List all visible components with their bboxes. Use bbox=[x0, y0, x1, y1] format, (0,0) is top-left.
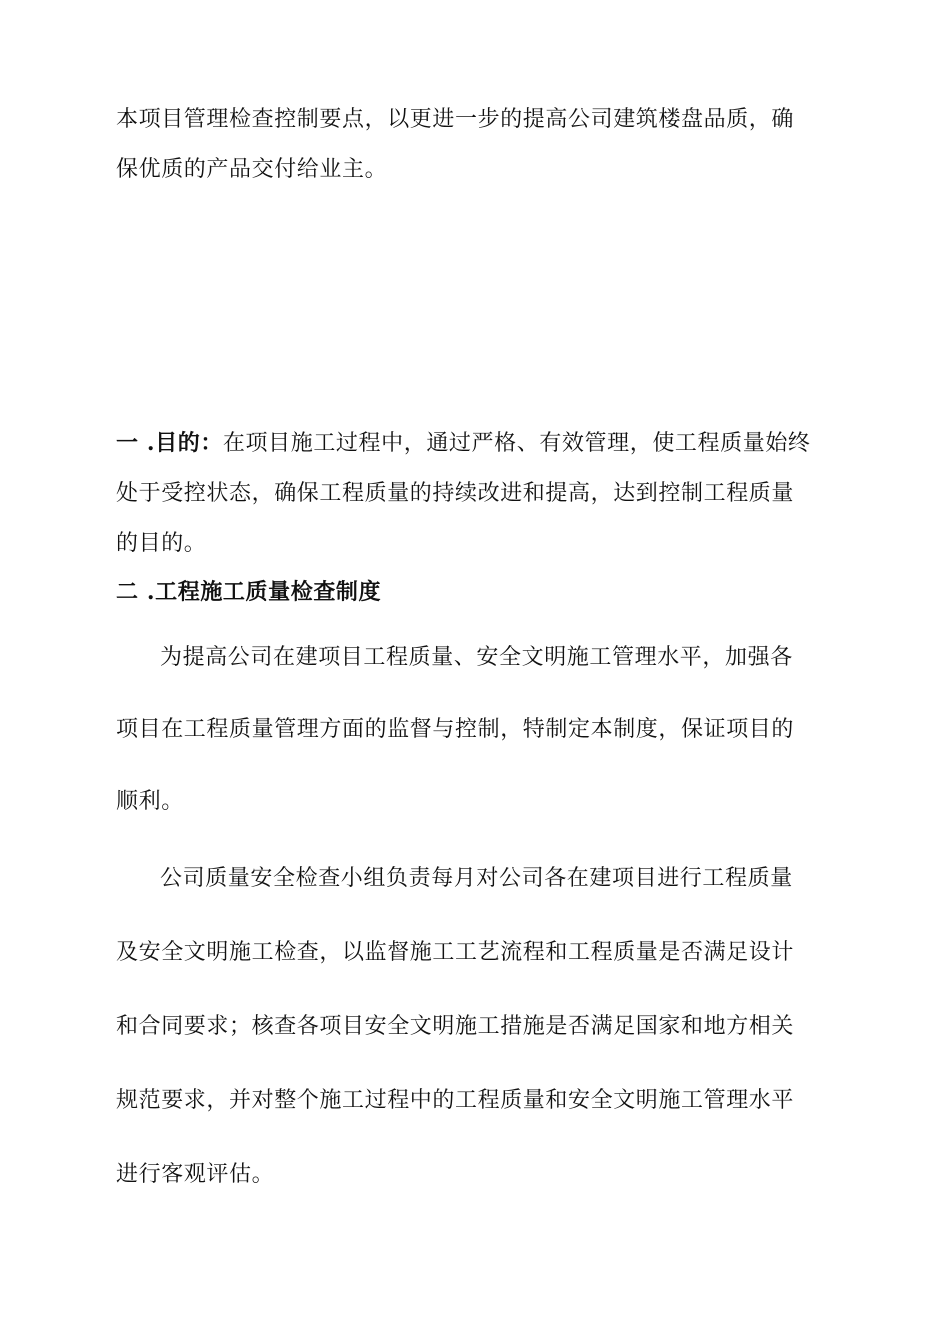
section2-para1-line-3: 顺利。 bbox=[116, 789, 184, 814]
section1-text-1: 在项目施工过程中，通过严格、有效管理，使工程质量始终 bbox=[222, 431, 811, 456]
section2-para2-line-2: 及安全文明施工检查，以监督施工工艺流程和工程质量是否满足设计 bbox=[116, 940, 795, 965]
section1-line-2: 处于受控状态，确保工程质量的持续改进和提高，达到控制工程质量 bbox=[116, 481, 795, 506]
section2-heading: 二 .工程施工质量检查制度 bbox=[116, 579, 382, 605]
section1-heading: 一 .目的： bbox=[116, 430, 223, 456]
intro-line-1: 本项目管理检查控制要点，以更进一步的提高公司建筑楼盘品质，确 bbox=[116, 107, 795, 132]
section2-para2-line-1: 公司质量安全检查小组负责每月对公司各在建项目进行工程质量 bbox=[160, 866, 793, 891]
intro-line-2: 保优质的产品交付给业主。 bbox=[116, 157, 388, 182]
section2-para1-line-2: 项目在工程质量管理方面的监督与控制，特制定本制度，保证项目的 bbox=[116, 717, 795, 742]
section2-para2-line-4: 规范要求，并对整个施工过程中的工程质量和安全文明施工管理水平 bbox=[116, 1088, 795, 1113]
section2-para1-line-1: 为提高公司在建项目工程质量、安全文明施工管理水平，加强各 bbox=[160, 645, 793, 670]
section2-para2-line-5: 进行客观评估。 bbox=[116, 1162, 275, 1187]
section1-line-1 bbox=[116, 428, 816, 459]
section2-para2-line-3: 和合同要求；核查各项目安全文明施工措施是否满足国家和地方相关 bbox=[116, 1014, 795, 1039]
section1-line-3: 的目的。 bbox=[116, 531, 207, 556]
